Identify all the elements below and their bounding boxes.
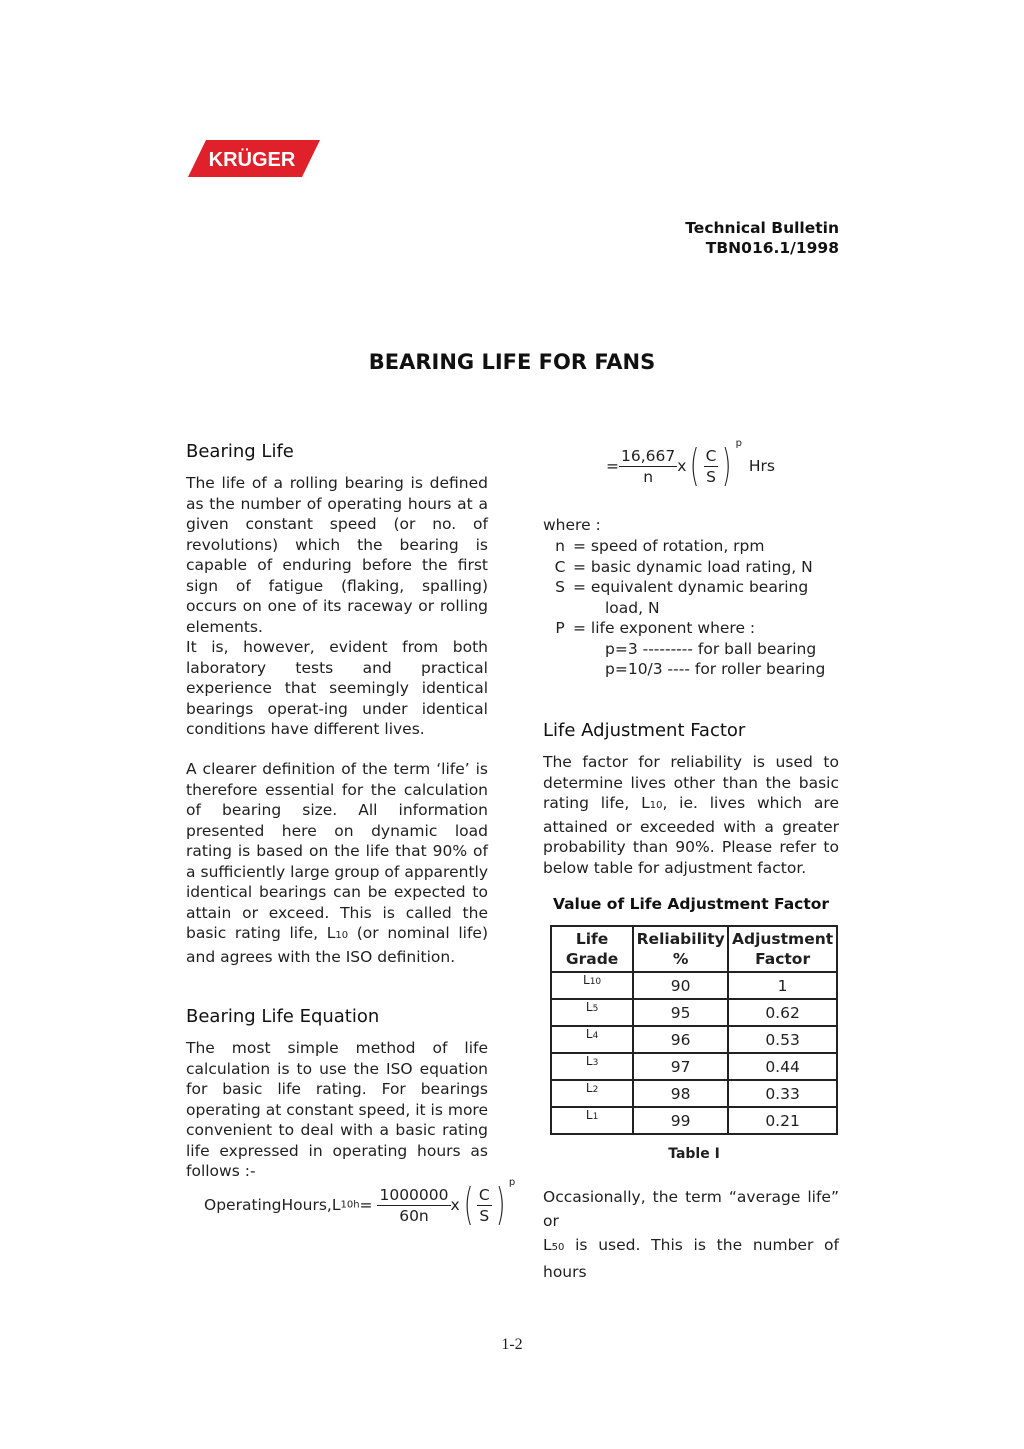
ratio xyxy=(477,1185,492,1226)
text-fragment: Occasionally, the term “average life” or xyxy=(543,1188,839,1230)
denominator: n xyxy=(643,467,654,486)
equals-sign: = xyxy=(359,1196,373,1214)
text-fragment: (or nominal life) and agrees with the ISO definition. xyxy=(186,924,488,966)
text-fragment: A clearer definition of the term ‘life’ is therefore essential for the calculation of bearing size. All information presented here on dynamic load rating is based on the life that 90% of a sufficiently large group of apparently identical bearings can be expected to attain or exceed. This is called the basic rating life, L xyxy=(186,760,488,942)
ratio-c: C xyxy=(478,1185,490,1204)
bulletin-id xyxy=(650,218,839,258)
variable-definitions xyxy=(543,536,843,680)
heading-bearing-life-equation: Bearing Life Equation xyxy=(186,1006,380,1027)
equation-label: OperatingHours,L xyxy=(204,1196,341,1214)
reliability-cell: 97 xyxy=(633,1053,728,1080)
right-paren: ) xyxy=(495,1179,505,1230)
definition-symbol: P xyxy=(555,619,565,637)
grade-letter: L xyxy=(585,1081,593,1095)
definition-row xyxy=(543,536,843,557)
definition-text: = basic dynamic load rating, N xyxy=(573,557,813,576)
definition-text: = speed of rotation, rpm xyxy=(573,537,765,555)
page-title: BEARING LIFE FOR FANS xyxy=(368,350,656,374)
adjustment-cell: 0.53 xyxy=(728,1026,837,1053)
hours-equation xyxy=(606,438,776,491)
numerator: 16,667 xyxy=(621,446,676,465)
grade-cell xyxy=(551,999,633,1026)
operating-hours-equation xyxy=(204,1177,516,1230)
table-title: Value of Life Adjustment Factor xyxy=(552,895,830,913)
reliability-cell: 90 xyxy=(633,972,728,999)
definition-symbol: C xyxy=(554,557,566,576)
header-line: % xyxy=(672,950,689,968)
header-line: Life xyxy=(575,930,609,948)
adjustment-cell: 0.44 xyxy=(728,1053,837,1080)
grade-subscript: 2 xyxy=(592,1085,599,1095)
definition-symbol: S xyxy=(555,578,565,596)
paragraph-evidence: It is, however, evident from both laboratory tests and practical experience that seemingly identical bearings operat-ing under identical conditions have different lives. xyxy=(186,638,488,738)
adjustment-cell: 0.33 xyxy=(728,1080,837,1107)
definition-row xyxy=(543,659,843,680)
life-adjustment-table xyxy=(550,925,838,1135)
reliability-cell: 95 xyxy=(633,999,728,1026)
paragraph-average-life xyxy=(543,1185,839,1284)
subscript: 10 xyxy=(335,930,349,941)
definition-row xyxy=(543,557,843,578)
reliability-cell: 96 xyxy=(633,1026,728,1053)
multiply-sign: x xyxy=(450,1196,460,1214)
definition-row xyxy=(543,598,843,619)
definition-text: = life exponent where : xyxy=(573,619,756,637)
ratio xyxy=(704,446,719,487)
text-fragment: The factor for reliability is used to determine lives other than the basic rating life, L xyxy=(543,753,839,812)
exponent: p xyxy=(508,1177,516,1188)
ratio-s: S xyxy=(706,467,716,486)
adjustment-cell: 0.21 xyxy=(728,1107,837,1134)
equals-sign: = xyxy=(606,457,619,475)
table-caption: Table I xyxy=(668,1146,720,1162)
table-row xyxy=(551,1080,837,1107)
adjustment-cell: 1 xyxy=(728,972,837,999)
table-row xyxy=(551,972,837,999)
table-header-cell xyxy=(633,926,728,972)
table-row xyxy=(551,1053,837,1080)
definition-text: = equivalent dynamic bearing xyxy=(573,578,809,596)
grade-subscript: 3 xyxy=(592,1058,599,1068)
page-number: 1-2 xyxy=(501,1336,523,1353)
definition-row xyxy=(543,639,843,660)
table-row xyxy=(551,1107,837,1134)
fraction xyxy=(619,446,677,487)
header-line: Reliability xyxy=(636,930,725,948)
table-body xyxy=(551,972,837,1134)
heading-life-adjustment-factor: Life Adjustment Factor xyxy=(543,720,746,741)
fraction xyxy=(377,1185,450,1226)
grade-cell xyxy=(551,972,633,999)
subscript: 10 xyxy=(649,800,663,811)
where-label: where : xyxy=(543,516,601,534)
denominator: 60n xyxy=(399,1206,429,1225)
grade-cell xyxy=(551,1053,633,1080)
header-line: Factor xyxy=(755,950,811,968)
grade-letter: L xyxy=(585,1000,593,1014)
table-header-row xyxy=(551,926,837,972)
definition-row xyxy=(543,577,843,598)
grade-subscript: 10 xyxy=(589,977,602,987)
definition-text: load, N xyxy=(605,598,660,617)
logo-text: KRÜGER xyxy=(208,149,296,171)
unit-hrs: Hrs xyxy=(748,457,776,475)
definition-text: p=3 --------- for ball bearing xyxy=(605,639,817,658)
grade-subscript: 1 xyxy=(592,1112,599,1122)
reliability-cell: 98 xyxy=(633,1080,728,1107)
paragraph-iso-equation: The most simple method of life calculation is to use the ISO equation for basic life rating. For bearings operating at constant speed, it is more convenient to deal with a basic rating life expressed in operating hours as follows :- xyxy=(186,1039,488,1180)
bulletin-number: TBN016.1/1998 xyxy=(705,239,839,257)
table-row xyxy=(551,999,837,1026)
text-fragment: is used. This is the number of hours xyxy=(543,1236,839,1281)
definition-text: p=10/3 ---- for roller bearing xyxy=(605,660,826,678)
left-paren: ( xyxy=(463,1179,473,1230)
multiply-sign: x xyxy=(677,457,687,475)
heading-bearing-life: Bearing Life xyxy=(186,441,294,462)
table-header-cell xyxy=(728,926,837,972)
grade-letter: L xyxy=(585,1027,593,1041)
text-fragment: L xyxy=(543,1236,552,1254)
ratio-s: S xyxy=(479,1206,490,1225)
left-paren: ( xyxy=(690,440,700,491)
definition-row xyxy=(543,618,843,639)
right-paren: ) xyxy=(722,440,732,491)
kruger-logo xyxy=(188,140,320,177)
header-line: Adjustment xyxy=(731,930,834,948)
grade-letter: L xyxy=(583,973,590,987)
definition-symbol: n xyxy=(555,537,565,555)
grade-cell xyxy=(551,1080,633,1107)
grade-letter: L xyxy=(585,1054,593,1068)
paragraph-clearer-definition xyxy=(186,759,488,967)
paragraph-definition: The life of a rolling bearing is defined as the number of operating hours at a given constant speed (or no. of revolutions) which the bearing is capable of enduring before the first sign of fatigue (flaking, spalling) occurs on one of its raceway or rolling elements. xyxy=(186,474,488,636)
table-row xyxy=(551,1026,837,1053)
equation-subscript: 10h xyxy=(340,1199,360,1211)
grade-cell xyxy=(551,1026,633,1053)
subscript: 50 xyxy=(551,1242,565,1253)
grade-subscript: 5 xyxy=(592,1004,599,1014)
grade-cell xyxy=(551,1107,633,1134)
reliability-cell: 99 xyxy=(633,1107,728,1134)
table-header-cell xyxy=(551,926,633,972)
paragraph-reliability-factor xyxy=(543,752,839,878)
grade-subscript: 4 xyxy=(592,1031,599,1041)
grade-letter: L xyxy=(585,1108,593,1122)
adjustment-cell: 0.62 xyxy=(728,999,837,1026)
ratio-c: C xyxy=(705,446,717,465)
bulletin-label: Technical Bulletin xyxy=(685,219,839,237)
text-fragment: , ie. lives which are attained or exceeded with a greater probability than 90%. Please refer to below table for adjustment factor. xyxy=(543,794,839,877)
numerator: 1000000 xyxy=(379,1185,449,1204)
exponent: p xyxy=(735,438,742,449)
header-line: Grade xyxy=(565,950,619,968)
